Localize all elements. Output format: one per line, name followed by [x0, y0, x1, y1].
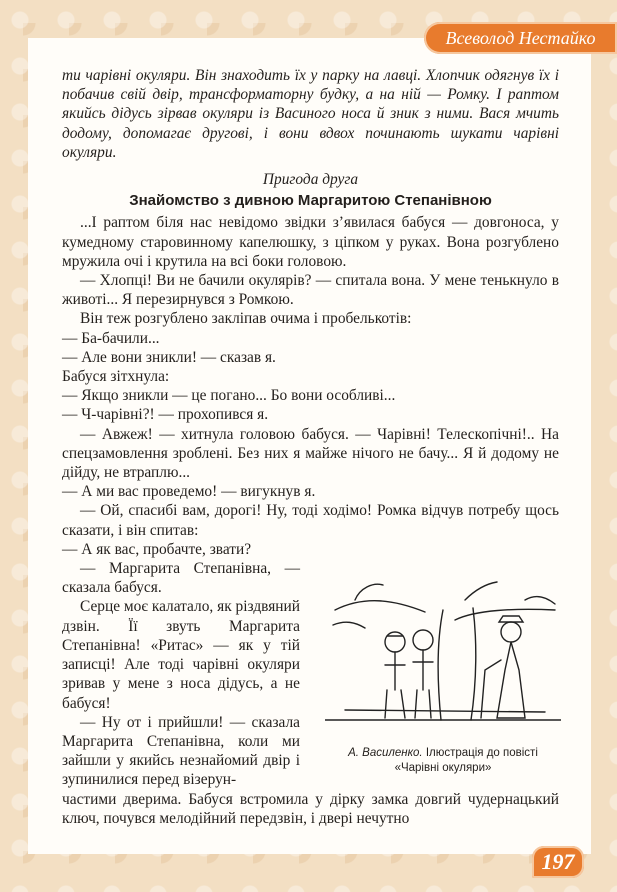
illustration-caption [325, 746, 561, 776]
paragraph: — Але вони зникли! — сказав я. [62, 348, 276, 366]
intro-paragraph: ти чарівні окуляри. Він знаходить їх у парку на лавці. Хлопчик одягнув їх і побачив свій двір, трансформаторну будку, а на ній — Ромку. І раптом якийсь дідусь зірвав окуляри із Васиного носа й зник з ними. Вася мчить додому, допомагає другові, і вони вдвох починають шукати чарівні окуляри. [62, 67, 559, 161]
caption-text: Ілюстрація до повісті «Чарівні окуляри» [394, 747, 538, 774]
paragraph: — Ба-бачили... [62, 329, 160, 347]
paragraph: — А як вас, пробачте, звати? [62, 540, 252, 558]
paragraph: — Якщо зникли — це погано... Бо вони особливі... [62, 387, 396, 405]
paragraph: — А ми вас проведемо! — вигукнув я. [62, 483, 316, 501]
paragraph: — Хлопці! Ви не бачили окулярів? — спитала вона. У мене тенькнуло в животі... Я перезирнувся з Ромкою. [62, 272, 559, 309]
paragraph: ...І раптом біля нас невідомо звідки з’явилася бабуся — довгоноса, у кумедному старовинному капелюшку, з ціпком у руках. Вона розгублено мружила очі і крутила на всі боки головою. [62, 214, 559, 270]
author-header-tab: Всеволод Нестайко [424, 22, 617, 54]
paragraph: Бабуся зітхнула: [62, 368, 170, 386]
narrow-paragraph: Серце моє калатало, як різдвяний дзвін. Її звуть Маргарита Степанівна! «Ритас» — як у тій записці! Але тоді чарівні окуляри зривав у мене з носа дідусь, а не бабуся! [62, 598, 300, 712]
chapter-subtitle: Пригода друга [262, 171, 359, 189]
paragraph: — Ч-чарівні?! — прохопився я. [62, 406, 269, 424]
paragraph: — Ой, спасибі вам, дорогі! Ну, тоді ходімо! Ромка відчув потребу щось сказати, і він спитав: [62, 502, 559, 539]
narrow-paragraph: — Ну от і прийшли! — сказала Маргарита Степанівна, коли ми зайшли у якийсь незнайомий двір і зупинилися перед візерун- [62, 713, 300, 789]
narrow-paragraph: — Маргарита Степанівна, — сказала бабуся. [62, 560, 300, 597]
caption-artist: А. Василенко. [348, 747, 423, 759]
final-paragraph: частими дверима. Бабуся встромила у дірку замка довгий чудернацький ключ, почувся мелодійний передзвін, і двері нечутно [62, 790, 559, 827]
paragraph: — Авжеж! — хитнула головою бабуся. — Чарівні! Телескопічні!.. На спецзамовлення зроблені. Без них я майже нічого не бачу... Я й додому не дійду, не втраплю... [62, 425, 559, 482]
story-illustration [325, 570, 561, 738]
chapter-heading: Знайомство з дивною Маргаритою Степанівною [129, 192, 492, 210]
page-number: 197 [532, 846, 584, 878]
paragraph: Він теж розгублено закліпав очима і пробелькотів: [80, 310, 412, 328]
